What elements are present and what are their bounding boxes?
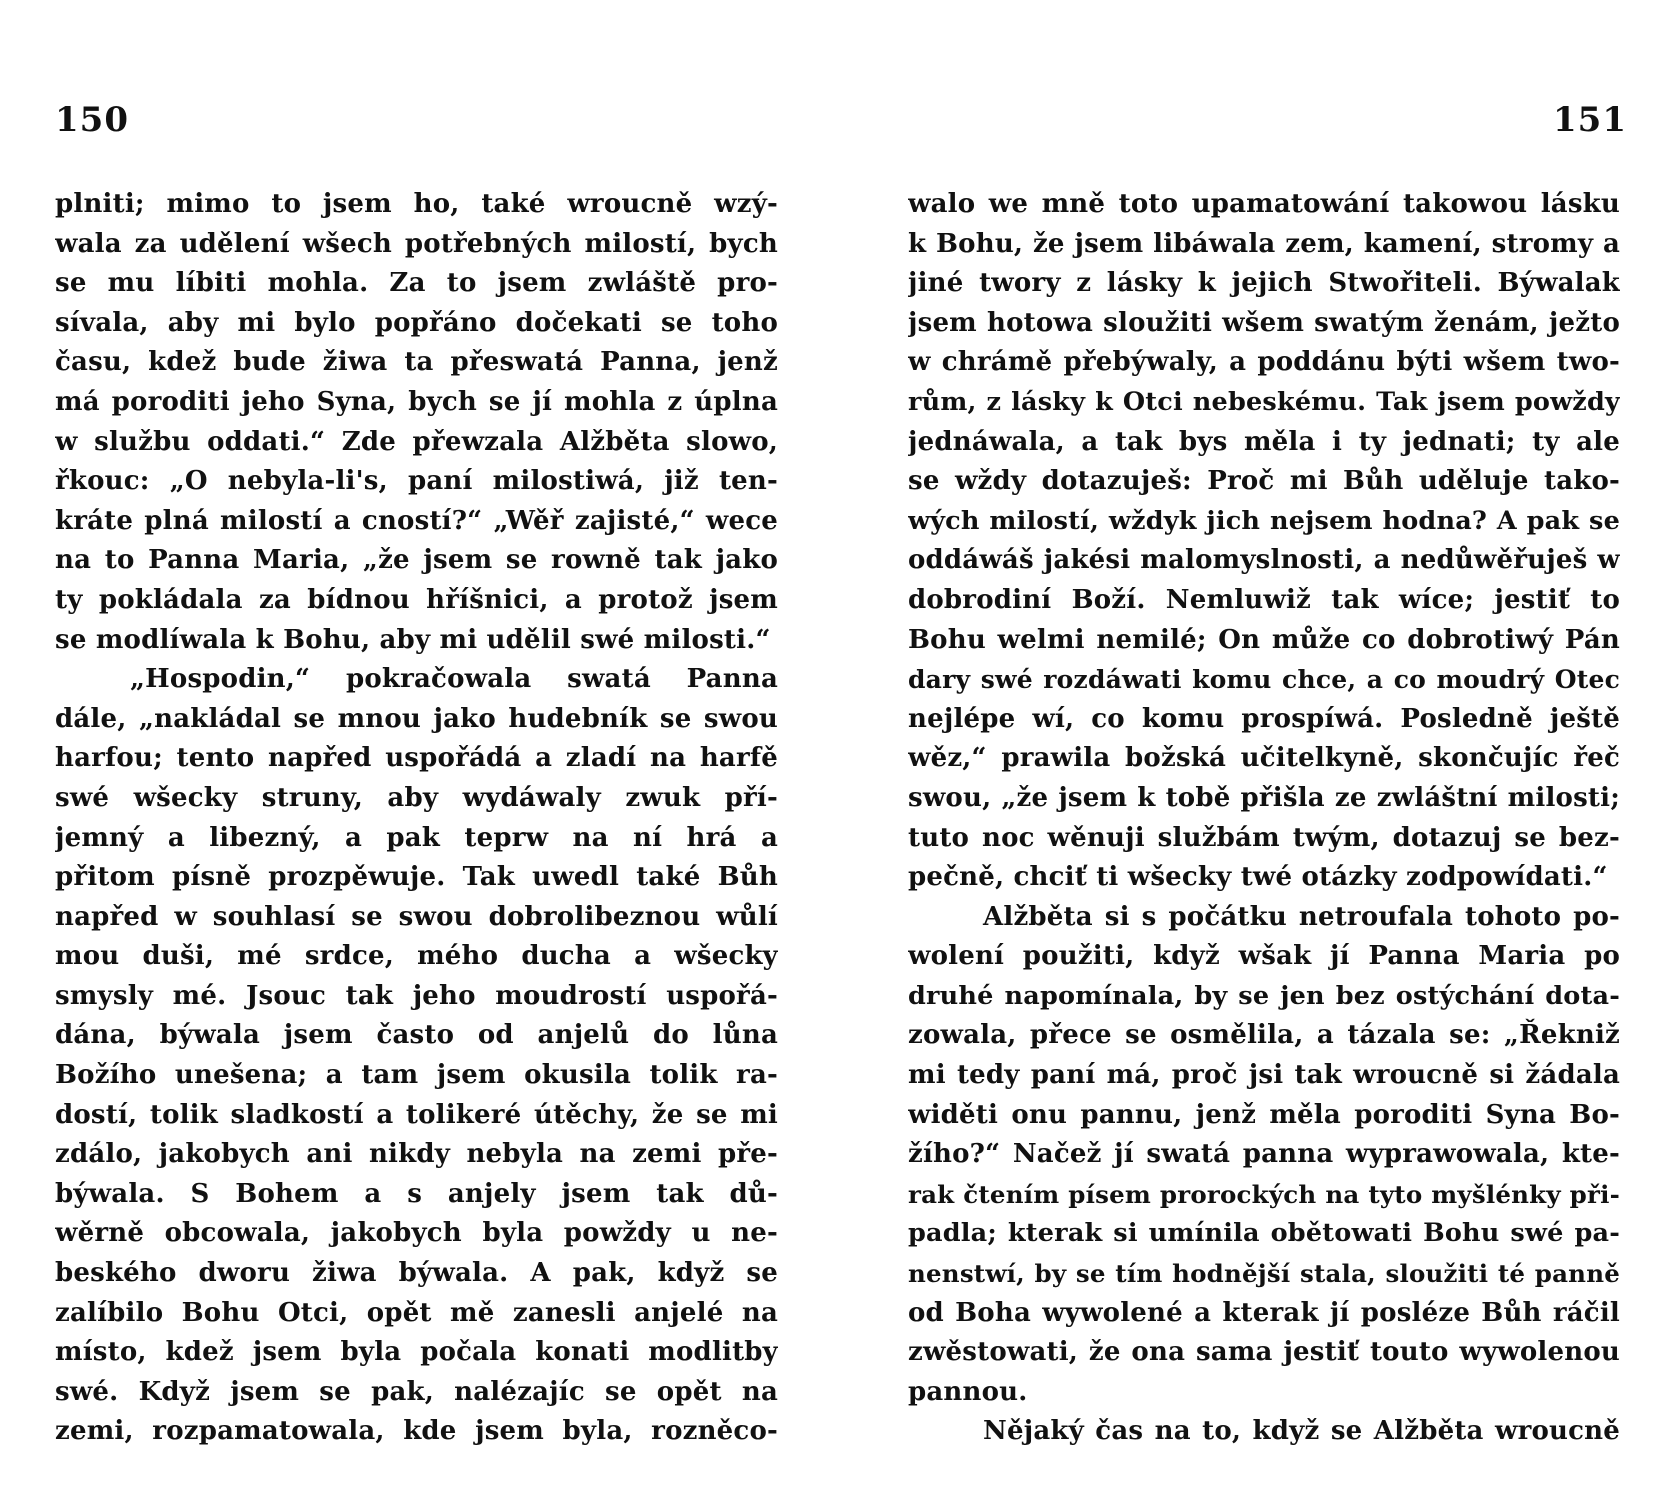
text-line: wěz,“ prawila božská učitelkyně, skončujíc řeč bbox=[908, 743, 1620, 774]
text-line: nejlépe wí, co komu prospíwá. Posledně ještě bbox=[908, 703, 1620, 734]
text-line: přitom písně prozpěwuje. Tak uwedl také Bůh bbox=[55, 862, 778, 893]
text-line: harfou; tento napřed uspořádá a zladí na harfě bbox=[55, 743, 778, 774]
text-line: swé. Když jsem se pak, nalézajíc se opět na bbox=[55, 1376, 778, 1407]
text-line: w chrámě přebýwaly, a poddánu býti wšem two- bbox=[908, 347, 1620, 378]
text-line: zdálo, jakobych ani nikdy nebyla na zemi pře- bbox=[55, 1139, 778, 1170]
text-line: žího?“ Načež jí swatá panna wyprawowala, kte- bbox=[908, 1139, 1620, 1170]
text-line: k Bohu, že jsem libáwala zem, kamení, stromy a bbox=[908, 228, 1620, 259]
text-line: Bohu welmi nemilé; On může co dobrotiwý Pán bbox=[908, 624, 1620, 655]
text-line: padla; kterak si umínila obětowati Bohu swé pa- bbox=[908, 1218, 1620, 1249]
text-line: zalíbilo Bohu Otci, opět mě zanesli anjelé na bbox=[55, 1297, 778, 1328]
text-line: se wždy dotazuješ: Proč mi Bůh uděluje tako- bbox=[908, 466, 1620, 497]
text-line: Božího unešena; a tam jsem okusila tolik ra- bbox=[55, 1060, 778, 1091]
text-line: jednáwala, a tak bys měla i ty jednati; ty ale bbox=[908, 426, 1620, 457]
text-line: dobrodiní Boží. Nemluwiž tak wíce; jestiť to bbox=[908, 584, 1620, 615]
text-line: napřed w souhlasí se swou dobrolibeznou wůlí bbox=[55, 901, 778, 932]
right-page-text bbox=[908, 185, 1620, 1452]
text-line: tuto noc wěnuji službám twým, dotazuj se bez- bbox=[908, 822, 1620, 853]
text-line: widěti onu pannu, jenž měla poroditi Syna Bo- bbox=[908, 1099, 1620, 1130]
text-line: swé wšecky struny, aby wydáwaly zwuk pří- bbox=[55, 782, 778, 813]
text-line: dále, „nakládal se mnou jako hudebník se swou bbox=[55, 703, 778, 734]
text-line: mou duši, mé srdce, mého ducha a wšecky bbox=[55, 941, 778, 972]
text-line: beského dworu žiwa býwala. A pak, když se bbox=[55, 1258, 778, 1289]
text-line: smysly mé. Jsouc tak jeho moudrostí uspořá- bbox=[55, 980, 778, 1011]
text-line: nenstwí, by se tím hodnější stala, sloužiti té panně bbox=[908, 1259, 1620, 1289]
text-line: wých milostí, wždyk jich nejsem hodna? A pak se bbox=[908, 505, 1620, 536]
text-line: wěrně obcowala, jakobych byla powždy u ne- bbox=[55, 1218, 778, 1249]
text-line: býwala. S Bohem a s anjely jsem tak dů- bbox=[55, 1178, 778, 1209]
text-line: wolení použiti, když wšak jí Panna Maria po bbox=[908, 941, 1620, 972]
text-line: Nějaký čas na to, když se Alžběta wroucně bbox=[983, 1416, 1620, 1447]
text-line: jemný a libezný, a pak teprw na ní hrá a bbox=[55, 822, 778, 853]
text-line: zowala, přece se osmělila, a tázala se: „Řekniž bbox=[908, 1020, 1620, 1051]
text-line: řkouc: „O nebyla-li's, paní milostiwá, již ten- bbox=[55, 466, 778, 497]
text-line: na to Panna Maria, „že jsem se rowně tak jako bbox=[55, 545, 778, 576]
text-line: ty pokládala za bídnou hříšnici, a protož jsem bbox=[55, 584, 778, 615]
left-page-text bbox=[55, 185, 778, 1452]
text-line: pečně, chciť ti wšecky twé otázky zodpowídati.“ bbox=[908, 862, 1608, 893]
text-line: místo, kdež jsem byla počala konati modlitby bbox=[55, 1337, 778, 1368]
text-line: swou, „že jsem k tobě přišla ze zwláštní milosti; bbox=[908, 782, 1620, 813]
text-line: „Hospodin,“ pokračowala swatá Panna bbox=[130, 664, 778, 695]
page-number-left: 150 bbox=[55, 100, 129, 140]
text-line: jsem hotowa sloužiti wšem swatým ženám, ježto bbox=[908, 307, 1620, 338]
text-line: walo we mně toto upamatowání takowou lásku bbox=[908, 189, 1620, 219]
text-line: rak čtením písem prorockých na tyto myšlénky při- bbox=[908, 1179, 1620, 1209]
text-line: plniti; mimo to jsem ho, také wroucně wzý- bbox=[55, 189, 778, 219]
text-line: druhé napomínala, by se jen bez ostýchání dota- bbox=[908, 980, 1620, 1011]
text-line: sívala, aby mi bylo popřáno dočekati se toho bbox=[55, 307, 778, 338]
text-line: wala za udělení wšech potřebných milostí, bych bbox=[55, 228, 778, 259]
text-line: dostí, tolik sladkostí a tolikeré útěchy, že se mi bbox=[55, 1099, 778, 1130]
text-line: se mu líbiti mohla. Za to jsem zwláště pro- bbox=[55, 268, 778, 299]
text-line: Alžběta si s počátku netroufala tohoto po- bbox=[983, 901, 1620, 932]
text-line: má poroditi jeho Syna, bych se jí mohla z úplna bbox=[55, 386, 778, 417]
page-number-right: 151 bbox=[1553, 100, 1627, 140]
text-line: času, kdež bude žiwa ta přeswatá Panna, jenž bbox=[55, 347, 778, 378]
text-line: kráte plná milostí a cností?“ „Wěř zajisté,“ wece bbox=[55, 505, 778, 536]
text-line: zwěstowati, že ona sama jestiť touto wywolenou bbox=[908, 1337, 1620, 1368]
text-line: rům, z lásky k Otci nebeskému. Tak jsem powždy bbox=[908, 386, 1620, 417]
text-line: pannou. bbox=[908, 1376, 1028, 1407]
text-line: dary swé rozdáwati komu chce, a co moudrý Otec bbox=[908, 665, 1620, 695]
text-line: w službu oddati.“ Zde přewzala Alžběta slowo, bbox=[55, 426, 778, 457]
text-line: oddáwáš jakési malomyslnosti, a nedůwěřuješ w bbox=[908, 545, 1620, 576]
text-line: dána, býwala jsem často od anjelů do lůna bbox=[55, 1020, 778, 1051]
text-line: jiné twory z lásky k jejich Stwořiteli. Býwalak bbox=[908, 268, 1620, 299]
text-line: se modlíwala k Bohu, aby mi udělil swé milosti.“ bbox=[55, 624, 771, 655]
text-line: mi tedy paní má, proč jsi tak wroucně si žádala bbox=[908, 1060, 1620, 1091]
text-line: od Boha wywolené a kterak jí posléze Bůh ráčil bbox=[908, 1297, 1620, 1328]
text-line: zemi, rozpamatowala, kde jsem byla, rozněco- bbox=[55, 1416, 778, 1447]
